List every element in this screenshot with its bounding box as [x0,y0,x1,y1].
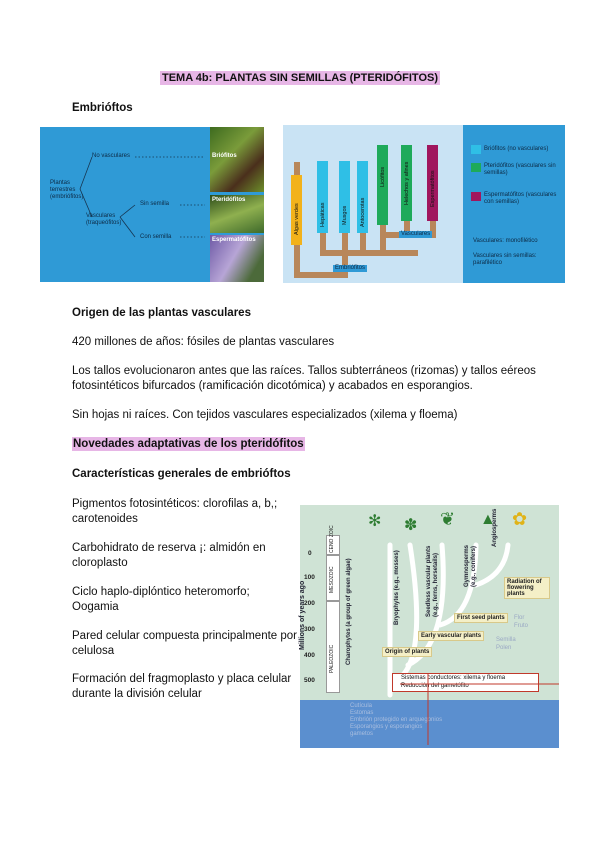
char-fragmoplasto: Formación del fragmoplasto y placa celular durante la división celular [72,673,292,700]
note-parafiletico: Vasculares sin semillas: parafilético [473,253,537,266]
faded-semilla: Semilla [496,637,516,643]
char-pigmentos: Pigmentos fotosintéticos: clorofilas a, b,; carotenoides [72,498,278,525]
node-vasculares: Vasculares [401,231,431,237]
phylogeny-panel [283,125,463,283]
event-first-seed: First seed plants [454,613,508,623]
label-musgos: Musgos [342,205,348,225]
plant-icon-moss: ✽ [404,517,418,534]
paragraph-tallos: Los tallos evolucionaron antes que las raíces. Tallos subterráneos (rizomas) y tallos eéreos fotosintéticos bifurcados (ramificación dicotómica) y acabados en esporangios. [72,365,536,392]
heading-origen: Origen de las plantas vasculares [72,307,251,319]
heading-novedades: Novedades adaptativas de los pteridófitos [73,438,304,450]
legend-swatch-pterido [471,163,481,172]
event-radiation: Radiation of flowering plants [504,577,550,599]
legend-sperma: Espermatófitos (vasculares con semillas) [484,192,557,205]
bottom-note-0: Cutícula [350,703,373,709]
bottom-note-3: Esporangios y esporangios [350,724,423,730]
box-line-1: Sistemas conductores: xilema y floema [401,675,506,681]
bottom-note-1: Estomas [350,710,374,716]
plant-icon-conifer: ▲ [480,511,496,528]
char-pared: Pared celular compuesta principalmente por celulosa [72,630,298,657]
note-monofiletico: Vasculares: monofilético [473,238,538,244]
ytick-400: 400 [304,652,315,659]
heading-caracteristicas: Características generales de embrióftos [72,468,291,480]
cladogram-root: Plantas terrestres (embriófitos) [50,180,84,200]
label-hepaticas: Hepáticas [320,202,326,227]
ytick-300: 300 [304,626,315,633]
box-line-2: Reducción del gametófito [401,682,469,689]
plant-icon-fern: ❦ [440,509,456,529]
plant-icon-algae: ✻ [368,513,382,530]
faded-flor: Flor [514,615,525,621]
char-carbohidrato: Carbohidrato de reserva ¡: almidón en cloroplasto [72,542,266,569]
legend-swatch-sperma [471,192,481,201]
clade-angiosperms: Angiosperms [492,508,498,547]
photo-pteridofitos: Pteridófitos [210,195,264,233]
cladogram-branch-bottom: Vasculares (traqueófitos) [86,213,122,226]
figure-cladogram [40,127,264,282]
node-embriofitos: Embriófitos [335,265,366,271]
clade-charophytes: Charophytes (a group of green algae) [346,558,352,665]
cladogram-sub1: Sin semilla [140,201,170,207]
era-label-paleozoic: PALEOZOIC [329,644,335,673]
cladogram-sub2: Con semilla [140,234,172,240]
label-licofitos: Licófitos [380,166,386,187]
event-origin: Origin of plants [382,647,432,657]
photo-briofitos: Briófitos [210,127,264,192]
label-antocerotas: Antocerotas [360,197,366,227]
figure-timeline [300,505,559,748]
plant-icon-flower: ✿ [512,509,528,529]
ytick-100: 100 [304,574,315,581]
figure-phylogeny [283,125,565,283]
clade-bryophytes: Bryophytes (e.g., mosses) [394,550,400,625]
event-early-vascular: Early vascular plants [418,631,484,641]
label-espermatofitos: Espermatófitos [430,170,436,207]
ytick-500: 500 [304,677,315,684]
legend-swatch-bryo [471,145,481,154]
y-axis-label: Millions of years ago [299,580,306,650]
legend-pterido: Pteridófitos (vasculares sin semillas) [484,163,556,176]
label-helechos: Helechos y afines [404,161,410,205]
photo-espermatofitos: Espermatófitos [210,235,264,282]
cladogram-branch-top: No vasculares [92,153,131,159]
bottom-note-4: gametos [350,731,374,737]
clade-gymnosperms: Gymnosperms (e.g., conifers) [464,544,477,587]
heading-embriofitos: Embrióftos [72,102,133,114]
label-algas: Algas verdes [294,203,300,235]
paragraph-420: 420 millones de años: fósiles de plantas vasculares [72,336,335,348]
era-label-mesozoic: MESOZOIC [329,566,335,593]
ytick-0: 0 [308,550,312,557]
legend-bryo: Briófitos (no vasculares) [484,146,549,152]
era-label-cenozoic: CENO ZOIC [329,525,335,553]
faded-fruto: Fruto [514,623,529,629]
red-callout-lines [300,505,559,748]
char-ciclo: Ciclo haplo-diplóntico heteromorfo; Oogamia [72,586,250,613]
bottom-note-2: Embrión protegido en arquegonios [350,717,443,723]
ytick-200: 200 [304,600,315,607]
paragraph-sin-hojas: Sin hojas ni raíces. Con tejidos vasculares especializados (xilema y floema) [72,409,458,421]
clade-seedless-vascular: Seedless vascular plants (e.g., ferns, horsetails) [426,545,439,617]
faded-polen: Polen [496,645,512,651]
page-title: TEMA 4b: PLANTAS SIN SEMILLAS (PTERIDÓFITOS) [161,72,439,84]
